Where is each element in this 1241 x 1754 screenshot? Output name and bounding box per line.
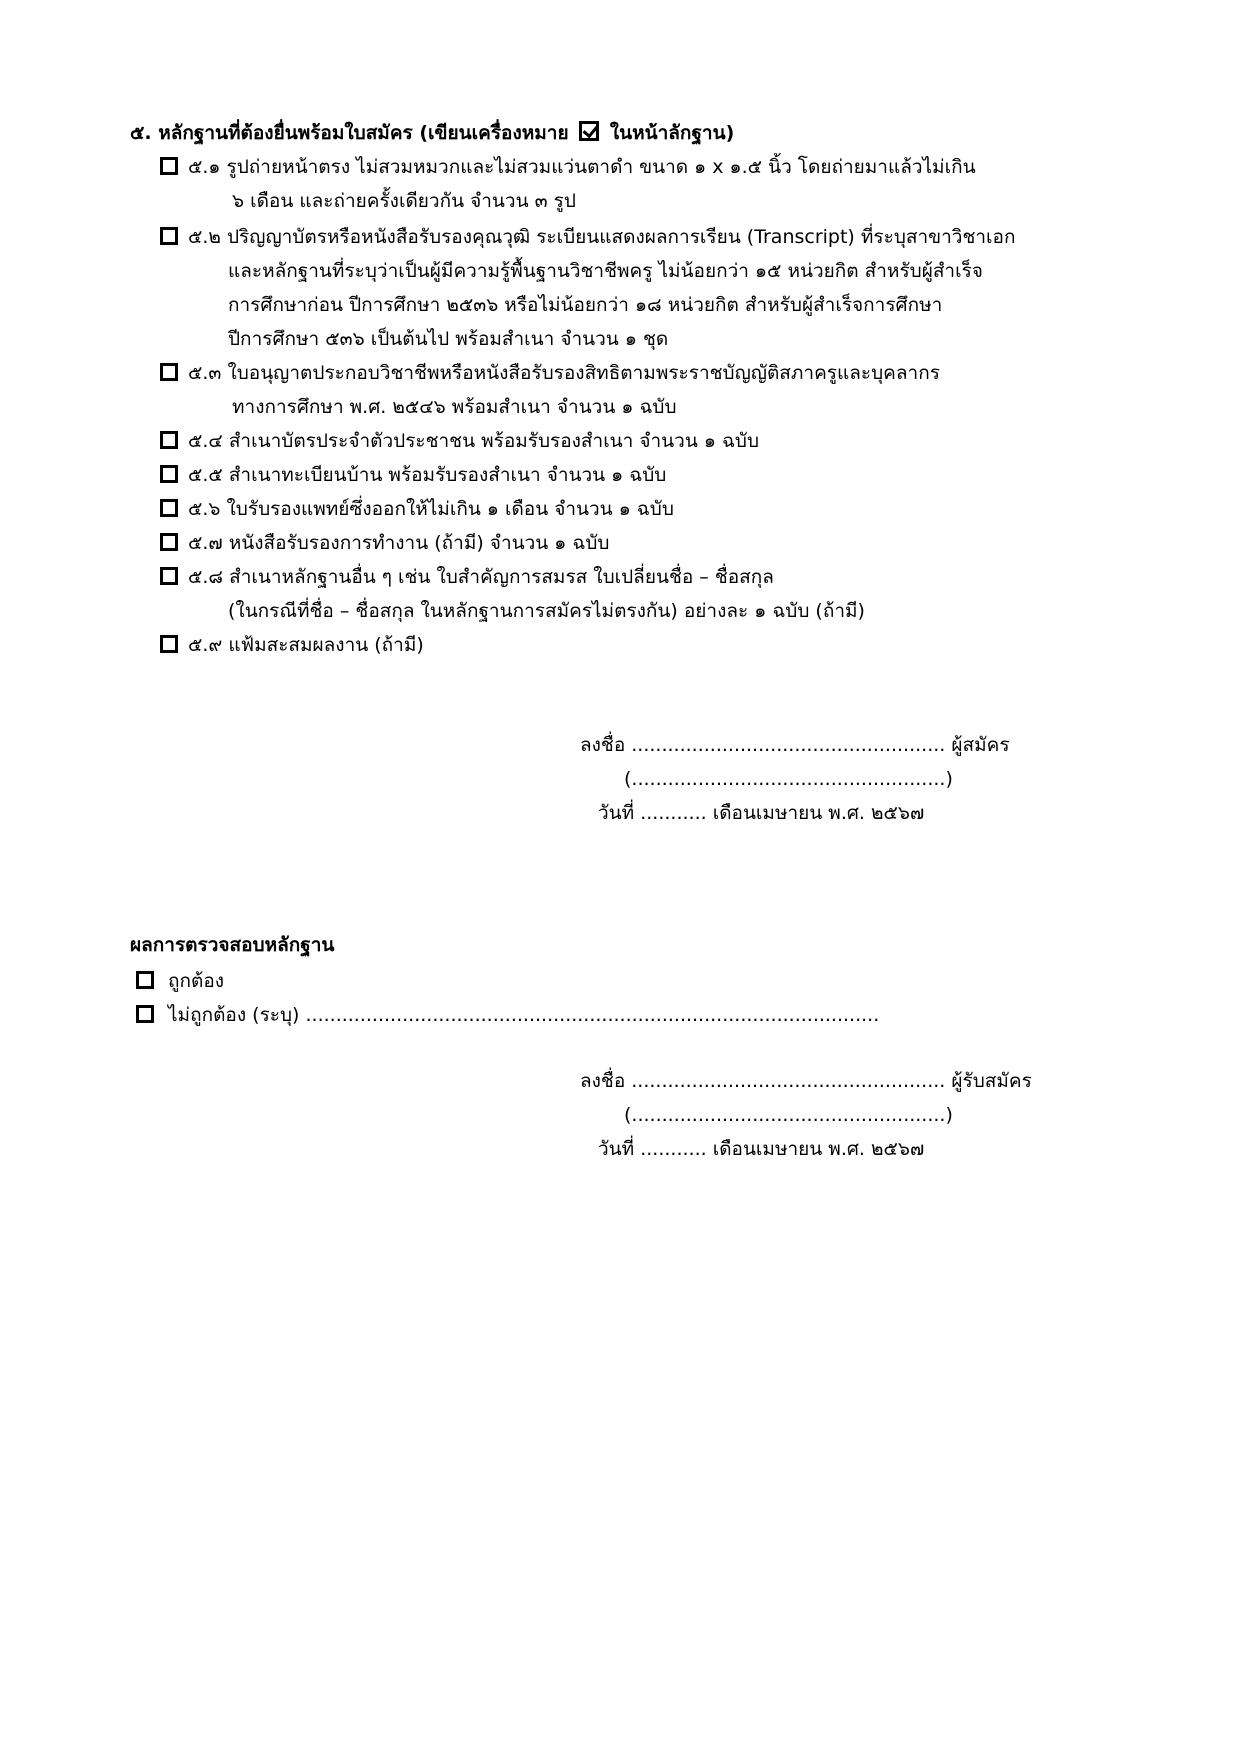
- item-text: ๕.๓ ใบอนุญาตประกอบวิชาชีพหรือหนังสือรับรองสิทธิตามพระราชบัญญัติสภาครูและบุคลากร: [188, 362, 940, 384]
- item-5-1-cont: ๖ เดือน และถ่ายครั้งเดียวกัน จำนวน ๓ รูป: [232, 190, 576, 212]
- checkbox[interactable]: [160, 499, 178, 517]
- section5-heading: [130, 118, 734, 148]
- checkbox[interactable]: [160, 431, 178, 449]
- checkbox[interactable]: [136, 971, 154, 989]
- item-5-2: [160, 218, 1015, 256]
- item-5-2-cont-1: และหลักฐานที่ระบุว่าเป็นผู้มีความรู้พื้นฐานวิชาชีพครู ไม่น้อยกว่า ๑๕ หน่วยกิต สำหรับผู้สำเร็จ: [228, 260, 983, 282]
- checkbox[interactable]: [136, 1005, 154, 1023]
- checkbox[interactable]: [160, 533, 178, 551]
- applicant-name-line: (....................................................): [624, 768, 953, 790]
- item-5-9: [160, 626, 424, 664]
- item-5-3: [160, 354, 940, 392]
- incorrect-label: ไม่ถูกต้อง (ระบุ) ...............................................................................................: [168, 1004, 880, 1026]
- item-text: ๕.๙ แฟ้มสะสมผลงาน (ถ้ามี): [188, 634, 424, 656]
- applicant-date-line: วันที่ ........... เดือนเมษายน พ.ศ. ๒๕๖๗: [598, 802, 925, 824]
- checkbox[interactable]: [160, 363, 178, 381]
- item-text: ๕.๖ ใบรับรองแพทย์ซึ่งออกให้ไม่เกิน ๑ เดือน จำนวน ๑ ฉบับ: [188, 498, 674, 520]
- checkbox[interactable]: [160, 465, 178, 483]
- checkbox[interactable]: [160, 635, 178, 653]
- item-5-8: [160, 558, 774, 596]
- item-text: ๕.๗ หนังสือรับรองการทำงาน (ถ้ามี) จำนวน ๑ ฉบับ: [188, 532, 610, 554]
- correct-label: ถูกต้อง: [168, 970, 225, 992]
- checkbox[interactable]: [160, 157, 178, 175]
- item-text: ๕.๒ ปริญญาบัตรหรือหนังสือรับรองคุณวุฒิ ระเบียนแสดงผลการเรียน (Transcript) ที่ระบุสาขาวิชาเอก: [188, 226, 1016, 248]
- item-5-2-cont-3: ปีการศึกษา ๕๓๖ เป็นต้นไป พร้อมสำเนา จำนวน ๑ ชุด: [228, 328, 669, 350]
- item-5-3-cont: ทางการศึกษา พ.ศ. ๒๕๔๖ พร้อมสำเนา จำนวน ๑ ฉบับ: [232, 396, 677, 418]
- item-text: ๕.๘ สำเนาหลักฐานอื่น ๆ เช่น ใบสำคัญการสมรส ใบเปลี่ยนชื่อ – ชื่อสกุล: [188, 566, 774, 588]
- receiver-date-line: วันที่ ........... เดือนเมษายน พ.ศ. ๒๕๖๗: [598, 1138, 925, 1160]
- receiver-sign-line: ลงชื่อ .................................................... ผู้รับสมัคร: [580, 1070, 1032, 1092]
- checkbox[interactable]: [160, 567, 178, 585]
- item-5-8-cont: (ในกรณีที่ชื่อ – ชื่อสกุล ในหลักฐานการสมัครไม่ตรงกัน) อย่างละ ๑ ฉบับ (ถ้ามี): [228, 600, 865, 622]
- applicant-sign-line: ลงชื่อ .................................................... ผู้สมัคร: [580, 734, 1010, 756]
- item-5-2-cont-2: การศึกษาก่อน ปีการศึกษา ๒๕๓๖ หรือไม่น้อยกว่า ๑๘ หน่วยกิต สำหรับผู้สำเร็จการศึกษา: [228, 294, 943, 316]
- checkbox[interactable]: [160, 227, 178, 245]
- item-5-4: [160, 422, 759, 460]
- receiver-name-line: (....................................................): [624, 1104, 953, 1126]
- item-5-7: [160, 524, 609, 562]
- item-5-6: [160, 490, 674, 528]
- heading-suffix: ในหน้าลักฐาน): [609, 122, 735, 144]
- verification-heading: ผลการตรวจสอบหลักฐาน: [130, 934, 335, 956]
- verification-correct: [136, 962, 224, 1000]
- item-text: ๕.๑ รูปถ่ายหน้าตรง ไม่สวมหมวกและไม่สวมแว่นตาดำ ขนาด ๑ x ๑.๕ นิ้ว โดยถ่ายมาแล้วไม่เกิน: [188, 156, 976, 178]
- item-5-1: [160, 148, 976, 186]
- verification-incorrect: [136, 996, 879, 1034]
- heading-prefix: ๕. หลักฐานที่ต้องยื่นพร้อมใบสมัคร (เขียนเครื่องหมาย: [130, 122, 569, 144]
- item-text: ๕.๔ สำเนาบัตรประจำตัวประชาชน พร้อมรับรองสำเนา จำนวน ๑ ฉบับ: [188, 430, 760, 452]
- checked-box-icon: [579, 121, 599, 141]
- item-5-5: [160, 456, 666, 494]
- item-text: ๕.๕ สำเนาทะเบียนบ้าน พร้อมรับรองสำเนา จำนวน ๑ ฉบับ: [188, 464, 667, 486]
